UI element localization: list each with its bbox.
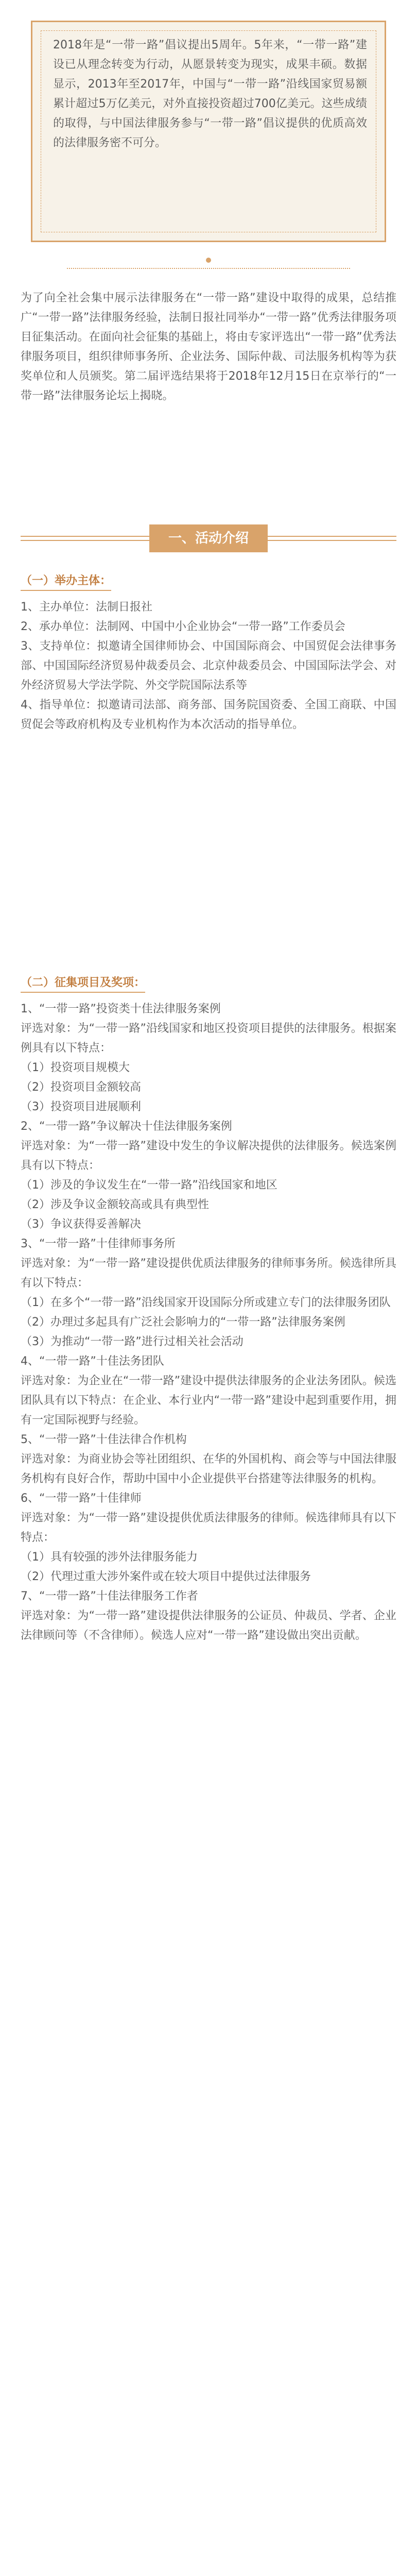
heading-label: 一、活动介绍 xyxy=(149,524,268,552)
subheading-organizer xyxy=(21,572,111,588)
separator-line xyxy=(67,268,350,269)
section-heading-intro xyxy=(21,520,396,556)
intro-paragraph: 为了向全社会集中展示法律服务在“一带一路”建设中取得的成果，总结推广“一带一路”法律服务经验，法制日报社同举办“一带一路”优秀法律服务项目征集活动。在面向社会征集的基础上，将由专家评选出“一带一路”优秀法律服务项目，组织律师事务所、企业法务、国际仲裁、司法服务机构等为获奖单位和人员颁奖。第二届评选结果将于2018年12月15日在京举行的“一带一路”法律服务论坛上揭晓。 xyxy=(21,292,396,402)
subheading-text: （一）举办主体： xyxy=(21,574,112,587)
awards-text: 1、“一带一路”投资类十佳法律服务案例 评选对象：为“一带一路”沿线国家和地区投资项目提供的法律服务。根据案例具有以下特点： （1）投资项目规模大 （2）投资项目金额较高 （3）投资项目进展顺利 2、“一带一路”争议解决十佳法律服务案例 评选对象：为“一带一路”建设中发生的争议解决提供的法律服务。候选案例具有以下特点： （1）涉及的争议发生在“一带一路”沿线国家和地区 （2）涉及争议金额较高或具有典型性 （3）争议获得妥善解决 3、“一带一路”十佳律师事务所 评选对象：为“一带一路”建设提供优质法律服务的律师事务所。候选律所具有以下特点： （1）在多个“一带一路”沿线国家开设国际分所或建立专门的法律服务团队 （2）办理过多起具有广泛社会影响力的“一带一路”法律服务案例 （3）为推动“一带一路”进行过相关社会活动 4、“一带一路”十佳法务团队 评选对象：为企业在“一带一路”建设中提供法律服务的企业法务团队。候选团队具有以下特点：在企业、本行业内“一带一路”建设中起到重要作用，拥有一定国际视野与经验。 5、“一带一路”十佳法律合作机构 评选对象：为商业协会等社团组织、在华的外国机构、商会等与中国法律服务机构有良好合作，帮助中国中小企业提供平台搭建等法律服务的机构。 6、“一带一路”十佳律师 评选对象：为“一带一路”建设提供优质法律服务的律师。候选律师具有以下特点： （1）具有较强的涉外法律服务能力 （2）代理过重大涉外案件或在较大项目中提供过法律服务 7、“一带一路”十佳法律服务工作者 评选对象：为“一带一路”建设提供法律服务的公证员、仲裁员、学者、企业法律顾问等（不含律师）。候选人应对“一带一路”建设做出突出贡献。 xyxy=(21,1003,396,1642)
intro-box xyxy=(31,21,386,242)
subheading-text: （二）征集项目及奖项： xyxy=(21,976,146,989)
separator-dot xyxy=(206,258,211,263)
subheading-underline xyxy=(21,590,111,591)
subheading-awards xyxy=(21,974,145,990)
intro-text: 2018年是“一带一路”倡议提出5周年。5年来，“一带一路”建设已从理念转变为行动，从愿景转变为现实，成果丰硕。数据显示，2013年至2017年，中国与“一带一路”沿线国家贸易额累计超过5万亿美元，对外直接投资超过700亿美元。这些成绩的取得，与中国法律服务参与“一带一路”倡议提供的优质高效的法律服务密不可分。 xyxy=(53,39,368,149)
organizer-text: 1、主办单位：法制日报社 2、承办单位：法制网、中国中小企业协会“一带一路”工作委员会 3、支持单位：拟邀请全国律师协会、中国国际商会、中国贸促会法律事务部、中国国际经济贸易仲裁委员会、北京仲裁委员会、中国国际法学会、对外经济贸易大学法学院、外交学院国际法系等 4、指导单位：拟邀请司法部、商务部、国务院国资委、全国工商联、中国贸促会等政府机构及专业机构作为本次活动的指导单位。 xyxy=(21,601,396,731)
subheading-underline xyxy=(21,992,145,993)
